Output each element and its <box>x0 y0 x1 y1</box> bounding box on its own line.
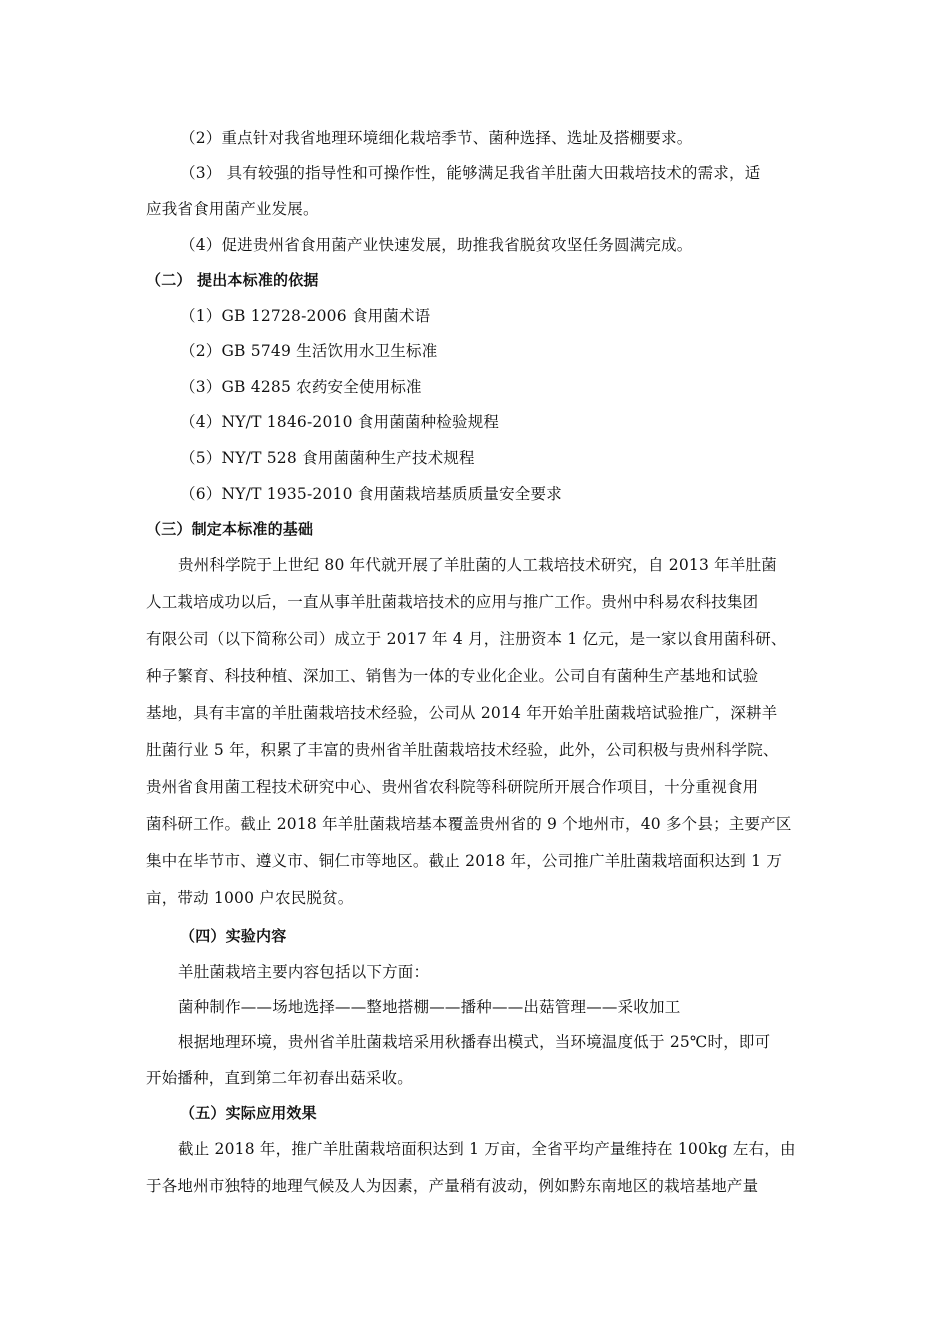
body-line: 基地，具有丰富的羊肚菌栽培技术经验，公司从 2014 年开始羊肚菌栽培试验推广，深耕羊 <box>146 704 778 722</box>
body-line: （4）促进贵州省食用菌产业快速发展，助推我省脱贫攻坚任务圆满完成。 <box>180 236 693 254</box>
body-line: 人工栽培成功以后，一直从事羊肚菌栽培技术的应用与推广工作。贵州中科易农科技集团 <box>146 593 759 611</box>
body-line: 种子繁育、科技种植、深加工、销售为一体的专业化企业。公司自有菌种生产基地和试验 <box>146 667 759 685</box>
section-heading-2: （二） 提出本标准的依据 <box>146 271 319 289</box>
standard-item: （4）NY/T 1846-2010 食用菌菌种检验规程 <box>180 413 500 431</box>
body-line: 截止 2018 年，推广羊肚菌栽培面积达到 1 万亩，全省平均产量维持在 100kg 左右，由 <box>178 1140 796 1158</box>
body-line: 根据地理环境，贵州省羊肚菌栽培采用秋播春出模式，当环境温度低于 25℃时，即可 <box>178 1033 771 1051</box>
body-line: 集中在毕节市、遵义市、铜仁市等地区。截止 2018 年，公司推广羊肚菌栽培面积达到 1 万 <box>146 852 783 870</box>
standard-item: （1）GB 12728-2006 食用菌术语 <box>180 307 431 325</box>
body-line: 肚菌行业 5 年，积累了丰富的贵州省羊肚菌栽培技术经验，此外，公司积极与贵州科学院、 <box>146 741 779 759</box>
section-heading-4: （四）实验内容 <box>180 927 287 945</box>
standard-item: （6）NY/T 1935-2010 食用菌栽培基质质量安全要求 <box>180 485 562 503</box>
section-heading-3: （三）制定本标准的基础 <box>146 520 314 538</box>
body-line: 贵州省食用菌工程技术研究中心、贵州省农科院等科研院所开展合作项目，十分重视食用 <box>146 778 759 796</box>
section-heading-5: （五）实际应用效果 <box>180 1104 317 1122</box>
body-line: 应我省食用菌产业发展。 <box>146 200 319 218</box>
body-line: （3） 具有较强的指导性和可操作性，能够满足我省羊肚菌大田栽培技术的需求，适 <box>180 164 761 182</box>
standard-item: （5）NY/T 528 食用菌菌种生产技术规程 <box>180 449 475 467</box>
body-line: 开始播种，直到第二年初春出菇采收。 <box>146 1069 413 1087</box>
standard-item: （2）GB 5749 生活饮用水卫生标准 <box>180 342 438 360</box>
process-flow: 菌种制作——场地选择——整地搭棚——播种——出菇管理——采收加工 <box>178 998 681 1016</box>
body-line: 羊肚菌栽培主要内容包括以下方面： <box>178 963 430 981</box>
body-line: 于各地州市独特的地理气候及人为因素，产量稍有波动，例如黔东南地区的栽培基地产量 <box>146 1177 759 1195</box>
body-line: 菌科研工作。截止 2018 年羊肚菌栽培基本覆盖贵州省的 9 个地州市，40 多个县；主要产区 <box>146 815 792 833</box>
body-line: 有限公司（以下简称公司）成立于 2017 年 4 月，注册资本 1 亿元，是一家以食用菌科研、 <box>146 630 787 648</box>
body-line: 贵州科学院于上世纪 80 年代就开展了羊肚菌的人工栽培技术研究，自 2013 年羊肚菌 <box>178 556 777 574</box>
body-line: 亩，带动 1000 户农民脱贫。 <box>146 889 354 907</box>
body-line: （2）重点针对我省地理环境细化栽培季节、菌种选择、选址及搭棚要求。 <box>180 129 693 147</box>
standard-item: （3）GB 4285 农药安全使用标准 <box>180 378 422 396</box>
